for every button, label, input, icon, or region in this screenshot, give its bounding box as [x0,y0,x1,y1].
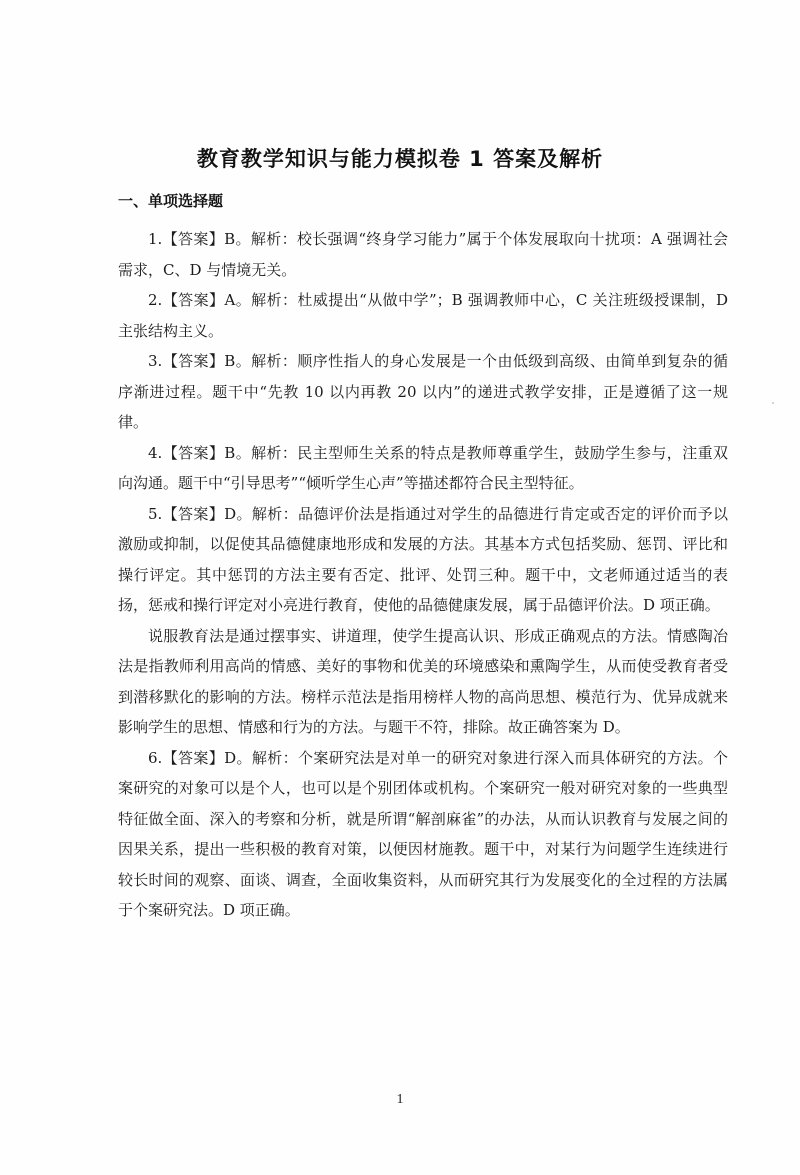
answer-paragraph-5-continued: 说服教育法是通过摆事实、讲道理，使学生提高认识、形成正确观点的方法。情感陶冶法是指教师利用高尚的情感、美好的事物和优美的环境感染和熏陶学生，从而使受教育者受到潜移默化的影响的方法。榜样示范法是指用榜样人物的高尚思想、模范行为、优异成就来影响学生的思想、情感和行为的方法。与题干不符，排除。故正确答案为 D。 [118,626,728,736]
answer-paragraph-5: 5.【答案】D。解析：品德评价法是指通过对学生的品德进行肯定或否定的评价而予以激励或抑制，以促使其品德健康地形成和发展的方法。其基本方式包括奖励、惩罚、评比和操行评定。其中惩罚的方法主要有否定、批评、处罚三种。题干中，文老师通过适当的表扬，惩戒和操行评定对小亮进行教育，使他的品德健康发展，属于品德评价法。D 项正确。 [118,504,728,614]
answer-paragraph-6: 6.【答案】D。解析：个案研究法是对单一的研究对象进行深入而具体研究的方法。个案研究的对象可以是个人，也可以是个别团体或机构。个案研究一般对研究对象的一些典型特征做全面、深入的考察和分析，就是所谓“解剖麻雀”的办法，从而认识教育与发展之间的因果关系，提出一些积极的教育对策，以便因材施教。题干中，对某行为问题学生连续进行较长时间的观察、面谈、调查，全面收集资料，从而研究其行为发展变化的全过程的方法属于个案研究法。D 项正确。 [118,748,728,919]
answer-body [118,224,728,926]
section-heading: 一、单项选择题 [118,192,224,210]
answer-paragraph-3: 3.【答案】B。解析：顺序性指人的身心发展是一个由低级到高级、由简单到复杂的循序渐进过程。题干中“先教 10 以内再教 20 以内”的递进式教学安排，正是遵循了这一规律。 [118,352,728,431]
page-number: 1 [396,1092,404,1107]
scan-speck [772,402,774,404]
document-title: 教育教学知识与能力模拟卷 1 答案及解析 [196,147,604,171]
answer-paragraph-2: 2.【答案】A。解析：杜威提出“从做中学”；B 强调教师中心，C 关注班级授课制，D 主张结构主义。 [118,291,728,340]
answer-paragraph-1: 1.【答案】B。解析：校长强调“终身学习能力”属于个体发展取向十扰项：A 强调社会需求，C、D 与情境无关。 [118,230,728,279]
answer-paragraph-4: 4.【答案】B。解析：民主型师生关系的特点是教师尊重学生，鼓励学生参与，注重双向沟通。题干中“引导思考”“倾听学生心声”等描述都符合民主型特征。 [118,443,728,492]
